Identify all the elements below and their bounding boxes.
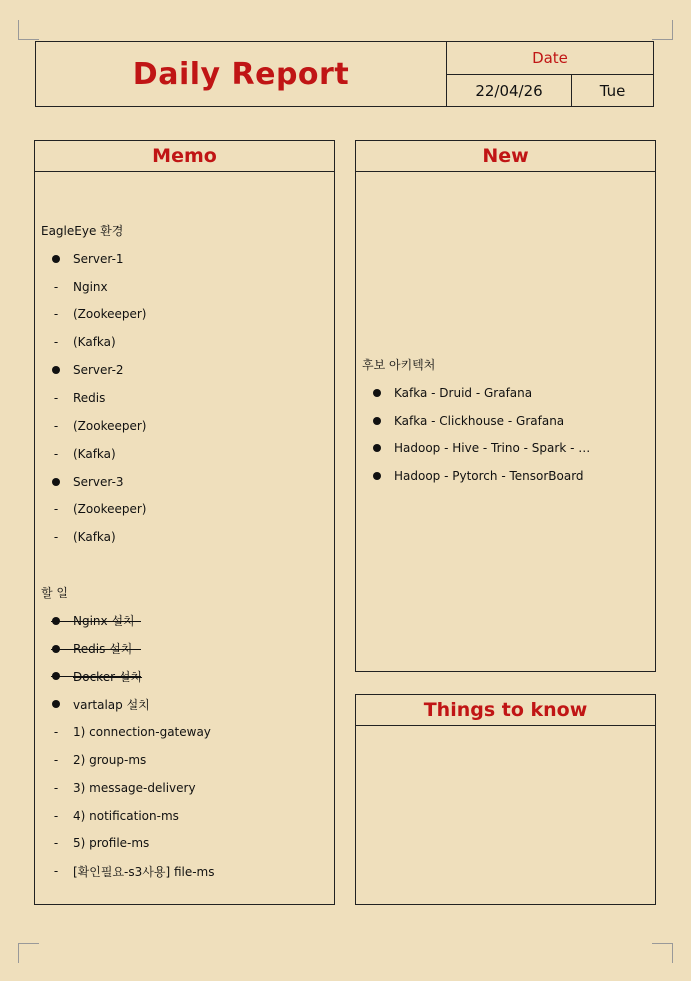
day-value[interactable]: Tue — [599, 81, 626, 100]
bullet-icon — [52, 645, 60, 653]
item-text: Redis 설치 — [73, 642, 133, 657]
memo-panel — [34, 140, 335, 905]
list-item — [41, 356, 328, 384]
new-panel — [355, 140, 656, 672]
new-content[interactable] — [362, 351, 649, 490]
list-item — [41, 301, 328, 329]
list-item — [41, 551, 328, 579]
item-text: Hadoop - Hive - Trino - Spark - … — [394, 441, 591, 456]
bullet-marker-wrap — [362, 444, 394, 452]
bullet-marker-wrap — [41, 366, 73, 374]
dash-marker-wrap — [41, 809, 73, 823]
date-value[interactable]: 22/04/26 — [447, 75, 572, 106]
bullet-icon — [52, 617, 60, 625]
heading-text: 후보 아키텍처 — [362, 358, 436, 373]
heading-text: EagleEye 환경 — [41, 224, 124, 239]
item-text: Nginx — [73, 279, 108, 294]
item-text: 3) message-delivery — [73, 780, 196, 795]
list-item — [41, 412, 328, 440]
things-to-know-panel — [355, 694, 656, 905]
bullet-icon — [52, 366, 60, 374]
item-text: Hadoop - Pytorch - TensorBoard — [394, 469, 584, 484]
item-text: 4) notification-ms — [73, 808, 179, 823]
list-item — [362, 435, 649, 463]
bullet-marker-wrap — [41, 645, 73, 653]
crop-mark-bottom-left — [18, 943, 39, 963]
item-text: Server-1 — [73, 251, 124, 266]
item-text: Redis — [73, 390, 106, 405]
bullet-icon — [373, 472, 381, 480]
item-text: Docker 설치 — [73, 669, 143, 684]
dash-marker-wrap — [41, 864, 73, 878]
section-heading — [41, 579, 328, 607]
dash-marker-wrap — [41, 391, 73, 405]
dash-marker-wrap — [41, 447, 73, 461]
bullet-marker-wrap — [41, 700, 73, 708]
list-item — [41, 523, 328, 551]
dash-marker-wrap — [41, 753, 73, 767]
memo-title: Memo — [35, 141, 334, 172]
list-item — [41, 857, 328, 885]
item-text: Server-3 — [73, 474, 124, 489]
dash-marker: - — [53, 808, 59, 823]
item-text: 5) profile-ms — [73, 836, 150, 851]
dash-marker: - — [53, 390, 59, 405]
bullet-marker-wrap — [41, 478, 73, 486]
dash-marker: - — [53, 446, 59, 461]
item-text: Server-2 — [73, 363, 124, 378]
list-item — [41, 245, 328, 273]
list-item — [41, 607, 328, 635]
memo-content[interactable] — [41, 217, 328, 885]
bullet-icon — [52, 478, 60, 486]
bullet-marker-wrap — [41, 255, 73, 263]
dash-marker: - — [53, 502, 59, 517]
list-item — [41, 802, 328, 830]
list-item — [362, 379, 649, 407]
bullet-icon — [373, 417, 381, 425]
crop-mark-bottom-right — [652, 943, 673, 963]
item-text: [확인필요-s3사용] file-ms — [73, 864, 215, 879]
dash-marker-wrap — [41, 280, 73, 294]
bullet-marker-wrap — [41, 617, 73, 625]
heading-text: 할 일 — [41, 586, 68, 601]
list-item — [41, 663, 328, 691]
list-item — [41, 635, 328, 663]
dash-marker-wrap — [41, 530, 73, 544]
dash-marker: - — [53, 780, 59, 795]
dash-marker: - — [53, 279, 59, 294]
dash-marker: - — [53, 307, 59, 322]
dash-marker: - — [53, 836, 59, 851]
list-item — [41, 384, 328, 412]
list-item — [41, 495, 328, 523]
bullet-marker-wrap — [362, 389, 394, 397]
section-heading — [41, 217, 328, 245]
list-item — [41, 690, 328, 718]
bullet-marker-wrap — [362, 417, 394, 425]
dash-marker-wrap — [41, 335, 73, 349]
dash-marker-wrap — [41, 836, 73, 850]
list-item — [41, 468, 328, 496]
section-heading — [362, 351, 649, 379]
item-text: (Zookeeper) — [73, 418, 147, 433]
new-title: New — [356, 141, 655, 172]
item-text: (Zookeeper) — [73, 502, 147, 517]
item-text: 2) group-ms — [73, 752, 147, 767]
list-item — [41, 774, 328, 802]
dash-marker-wrap — [41, 725, 73, 739]
item-text: Kafka - Clickhouse - Grafana — [394, 413, 565, 428]
item-text: Kafka - Druid - Grafana — [394, 385, 533, 400]
dash-marker-wrap — [41, 502, 73, 516]
bullet-icon — [373, 389, 381, 397]
bullet-icon — [373, 444, 381, 452]
crop-mark-top-right — [652, 20, 673, 40]
page-title: Daily Report — [36, 42, 447, 106]
item-text: (Kafka) — [73, 530, 116, 545]
dash-marker: - — [53, 725, 59, 740]
things-to-know-title: Things to know — [356, 695, 655, 726]
list-item — [41, 718, 328, 746]
bullet-icon — [52, 700, 60, 708]
list-item — [362, 462, 649, 490]
list-item — [41, 440, 328, 468]
bullet-icon — [52, 672, 60, 680]
bullet-marker-wrap — [41, 672, 73, 680]
item-text: 1) connection-gateway — [73, 725, 211, 740]
dash-marker: - — [53, 864, 59, 879]
dash-marker: - — [53, 530, 59, 545]
item-text: vartalap 설치 — [73, 697, 150, 712]
item-text: (Zookeeper) — [73, 307, 147, 322]
dash-marker-wrap — [41, 307, 73, 321]
dash-marker-wrap — [41, 419, 73, 433]
list-item — [362, 407, 649, 435]
crop-mark-top-left — [18, 20, 39, 40]
item-text: (Kafka) — [73, 446, 116, 461]
dash-marker-wrap — [41, 781, 73, 795]
list-item — [41, 328, 328, 356]
bullet-icon — [52, 255, 60, 263]
date-label: Date — [447, 42, 653, 75]
item-text: Nginx 설치 — [73, 614, 135, 629]
list-item — [41, 830, 328, 858]
dash-marker: - — [53, 418, 59, 433]
report-header — [35, 41, 654, 107]
dash-marker: - — [53, 335, 59, 350]
list-item — [41, 746, 328, 774]
things-to-know-content[interactable] — [356, 726, 655, 904]
item-text: (Kafka) — [73, 335, 116, 350]
bullet-marker-wrap — [362, 472, 394, 480]
dash-marker: - — [53, 752, 59, 767]
list-item — [41, 273, 328, 301]
